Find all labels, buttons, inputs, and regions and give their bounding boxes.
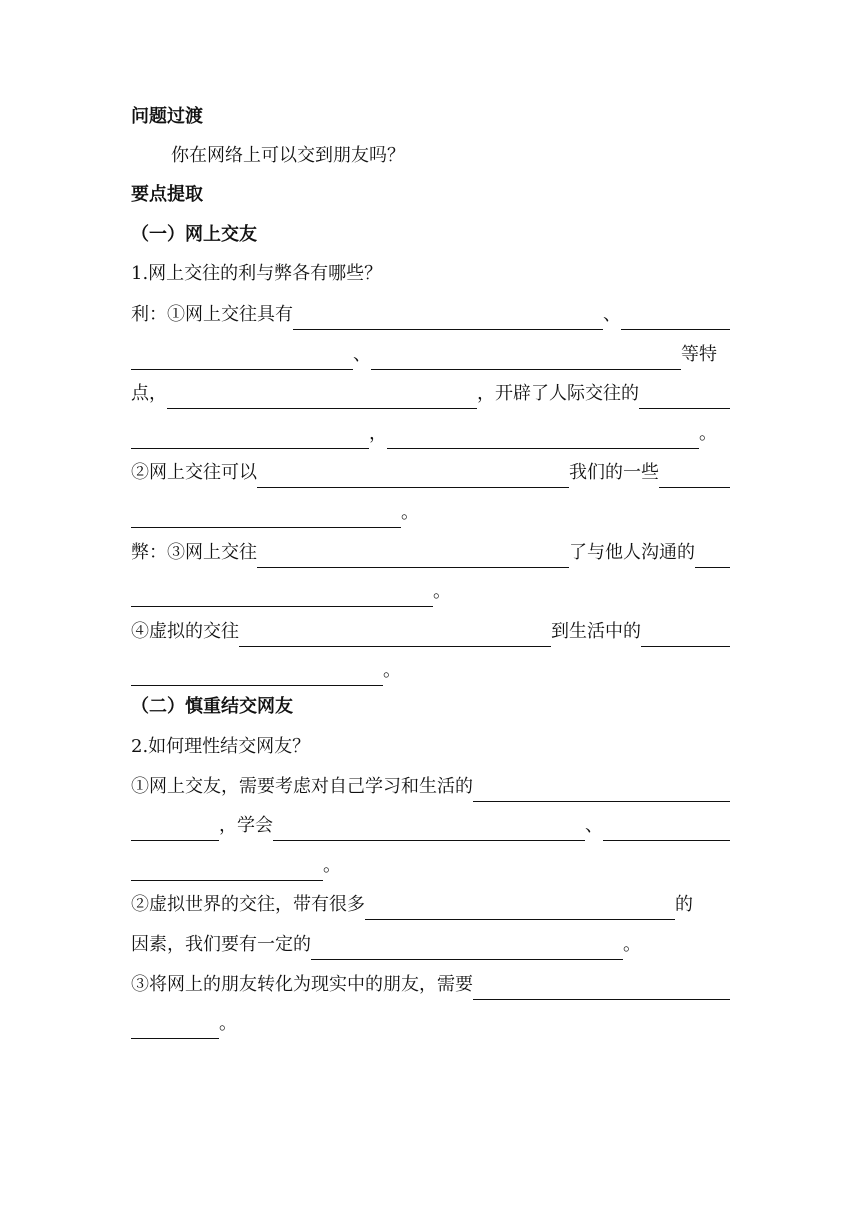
- question-2-title: [131, 732, 730, 762]
- q2-line-1: [131, 772, 730, 802]
- fill-blank[interactable]: [473, 975, 730, 1000]
- heading-section-2-text: （二）慎重结交网友: [131, 696, 293, 717]
- q1-line-4: [131, 419, 730, 449]
- heading-transition: [131, 102, 730, 132]
- q1-line-6: [131, 498, 730, 528]
- fill-blank[interactable]: [293, 305, 603, 330]
- period: 。: [433, 581, 451, 602]
- heading-section-2: [131, 692, 730, 722]
- period: 。: [323, 855, 341, 876]
- fill-blank[interactable]: [131, 582, 433, 607]
- fill-blank[interactable]: [131, 661, 383, 686]
- heading-keypoints-text: 要点提取: [131, 184, 203, 205]
- q1-line-7-prefix: 弊：③网上交往: [131, 542, 257, 563]
- fill-blank[interactable]: [387, 424, 699, 449]
- heading-section-1: [131, 220, 730, 250]
- period: 。: [401, 502, 419, 523]
- fill-blank[interactable]: [365, 895, 675, 920]
- question-1-title-text: 1.网上交往的利与弊各有哪些？: [131, 263, 383, 284]
- comma: ，: [369, 423, 387, 444]
- question-2-title-text: 2.如何理性结交网友？: [131, 736, 311, 757]
- q2-line-5-prefix: 因素，我们要有一定的: [131, 934, 311, 955]
- q2-line-6: [131, 970, 730, 1000]
- period: 。: [219, 1013, 237, 1034]
- heading-transition-text: 问题过渡: [131, 106, 203, 127]
- fill-blank[interactable]: [131, 503, 401, 528]
- q1-line-3-middle: ，开辟了人际交往的: [477, 383, 639, 404]
- fill-blank[interactable]: [131, 856, 323, 881]
- fill-blank[interactable]: [311, 935, 623, 960]
- fill-blank[interactable]: [131, 345, 353, 370]
- q1-line-1: [131, 300, 730, 330]
- q2-line-5: [131, 930, 730, 960]
- q2-line-1-prefix: ①网上交友，需要考虑对自己学习和生活的: [131, 776, 473, 797]
- q1-line-1-prefix: 利：①网上交往具有: [131, 304, 293, 325]
- heading-keypoints: [131, 180, 730, 210]
- intro-question-text: 你在网络上可以交到朋友吗？: [171, 145, 405, 166]
- period: 。: [383, 660, 401, 681]
- fill-blank[interactable]: [273, 816, 585, 841]
- separator: 、: [353, 344, 371, 365]
- q1-line-5-middle: 我们的一些: [569, 462, 659, 483]
- fill-blank[interactable]: [641, 622, 730, 647]
- fill-blank[interactable]: [131, 1014, 219, 1039]
- question-1-title: [131, 259, 730, 289]
- q1-line-5: [131, 458, 730, 488]
- fill-blank[interactable]: [239, 622, 551, 647]
- q1-line-10: [131, 656, 730, 686]
- q1-line-3: [131, 379, 730, 409]
- q1-line-2: [131, 340, 730, 370]
- fill-blank[interactable]: [695, 543, 730, 568]
- q2-line-4-prefix: ②虚拟世界的交往，带有很多: [131, 894, 365, 915]
- period: 。: [699, 423, 717, 444]
- heading-section-1-text: （一）网上交友: [131, 224, 257, 245]
- q2-line-3: [131, 851, 730, 881]
- separator: 、: [603, 304, 621, 325]
- fill-blank[interactable]: [473, 777, 730, 802]
- fill-blank[interactable]: [257, 543, 569, 568]
- intro-question: [171, 141, 730, 171]
- q1-line-7-middle: 了与他人沟通的: [569, 542, 695, 563]
- q1-line-8: [131, 577, 730, 607]
- q2-line-7: [131, 1009, 730, 1039]
- q1-line-9-prefix: ④虚拟的交往: [131, 621, 239, 642]
- fill-blank[interactable]: [257, 463, 569, 488]
- q2-line-4-suffix: 的: [675, 894, 693, 915]
- separator: 、: [585, 815, 603, 836]
- q1-line-9: [131, 617, 730, 647]
- q1-line-2-suffix: 等特: [681, 344, 717, 365]
- fill-blank[interactable]: [639, 384, 730, 409]
- q2-line-2: [131, 811, 730, 841]
- fill-blank[interactable]: [603, 816, 730, 841]
- q2-line-4: [131, 890, 730, 920]
- q1-line-9-middle: 到生活中的: [551, 621, 641, 642]
- fill-blank[interactable]: [167, 384, 477, 409]
- q2-line-6-prefix: ③将网上的朋友转化为现实中的朋友，需要: [131, 974, 473, 995]
- fill-blank[interactable]: [131, 816, 219, 841]
- q2-line-2-prefix: ，学会: [219, 815, 273, 836]
- period: 。: [623, 934, 641, 955]
- q1-line-7: [131, 538, 730, 568]
- q1-line-5-prefix: ②网上交往可以: [131, 462, 257, 483]
- fill-blank[interactable]: [659, 463, 730, 488]
- fill-blank[interactable]: [621, 305, 730, 330]
- fill-blank[interactable]: [131, 424, 369, 449]
- q1-line-3-prefix: 点，: [131, 383, 167, 404]
- fill-blank[interactable]: [371, 345, 681, 370]
